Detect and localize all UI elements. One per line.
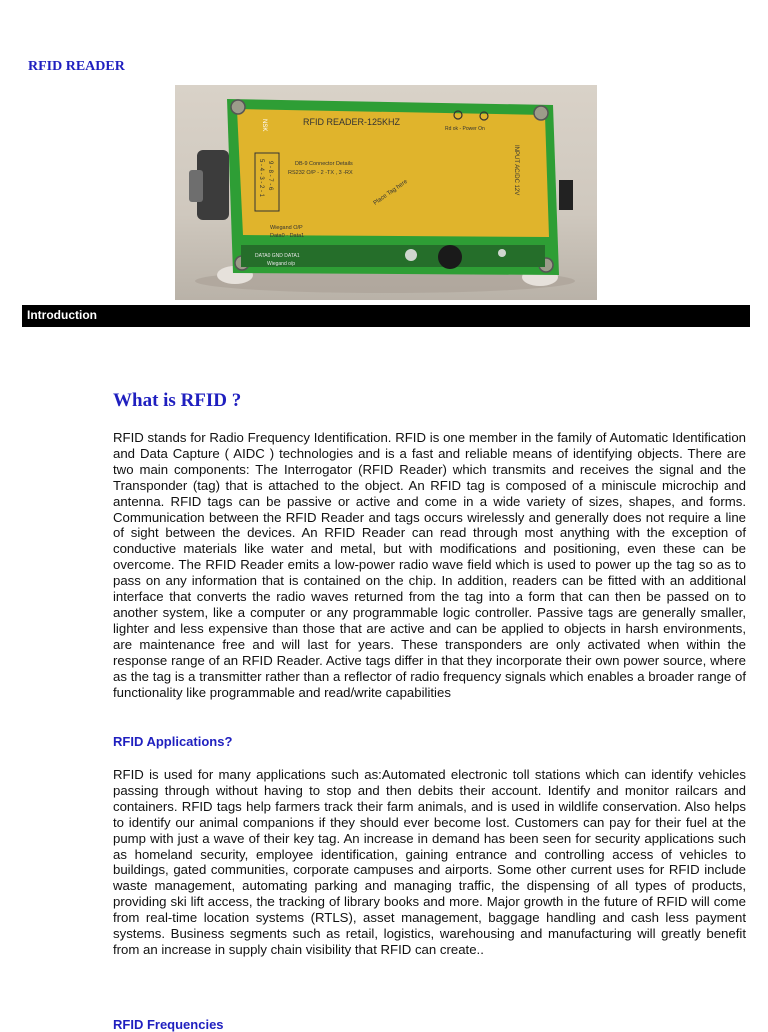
bottom-pin-label-1: DATA0 GND DATA1 [255, 253, 300, 259]
rfid-reader-illustration [175, 85, 597, 300]
db9-pins-top: 5 - 4 - 3 - 2 - 1 [258, 159, 264, 198]
board-logo: NSK [261, 119, 267, 132]
db9-detail-line-2: RS232 O/P - 2 -TX , 3 -RX [288, 170, 353, 176]
wiegand-label-1: Wiegand O/P [270, 225, 303, 231]
section-bar-introduction [22, 305, 750, 327]
board-title-label: RFID READER-125KHZ [303, 117, 401, 127]
frequencies-heading: RFID Frequencies [113, 1017, 224, 1032]
db9-detail-line-1: DB-9 Connector Details [295, 161, 353, 167]
rfid-reader-photo [175, 85, 597, 300]
applications-heading: RFID Applications? [113, 734, 233, 749]
main-heading: What is RFID ? [113, 390, 242, 411]
input-power-label: INPUT AC/DC 12V [513, 145, 519, 196]
wiegand-label-2: Data0 - Data1 [270, 233, 305, 239]
led-label: Rd ok - Power On [445, 126, 485, 132]
applications-paragraph: RFID is used for many applications such as:Automated electronic toll stations which can identify vehicles passing through without having to stop and then debits their account. Identify and monitor railcars and containers. RFID tags help farmers track their farm animals, and is used in wildlife conservation. Also helps to identify our animal companions if they should ever become lost. Customers can pay for their fuel at the pump with just a wave of their key tag. An increase in demand has been seen for security applications such as homeland security, employee identification, gaining entrance and controlling access of vehicles to buildings, gated communities, corporate campuses and airports. Some other current uses for RFID include waste management, automating parking and managing traffic, the dispensing of all types of products, providing ski lift access, the tracking of library books and more. Major growth in the future of RFID will come from real-time location systems (RTLS), asset management, baggage handling and cash less payment systems. Business segments such as retail, logistics, warehousing and manufacturing will greatly benefit from an increase in supply chain visibility that RFID can create.. [113, 767, 746, 957]
page-title: RFID READER [28, 59, 125, 74]
section-bar-label: Introduction [27, 308, 97, 322]
db9-pins-bottom: 9 - 8 - 7 - 6 [267, 161, 273, 191]
intro-paragraph: RFID stands for Radio Frequency Identification. RFID is one member in the family of Automatic Identification and Data Capture ( AIDC ) technologies and is a fast and reliable means of identifying objects. There are two main components: The Interrogator (RFID Reader) which transmits and receives the signal and the Transponder (tag) that is attached to the object. An RFID tag is composed of a miniscule microchip and antenna. RFID tags can be passive or active and come in a wide variety of sizes, shapes, and forms. Communication between the RFID Reader and tags occurs wirelessly and generally does not require a line of sight between the devices. An RFID Reader can read through most anything with the exception of conductive materials like water and metal, but with modifications and positioning, even these can be overcome. The RFID Reader emits a low-power radio wave field which is used to power up the tag so as to pass on any information that is contained on the chip. In addition, readers can be fitted with an additional interface that converts the radio waves returned from the tag into a form that can then be passed on to another system, like a computer or any programmable logic controller. Passive tags are generally smaller, lighter and less expensive than those that are active and can be applied to objects in harsh environments, are maintenance free and will last for years. These transponders are only activated when within the response range of an RFID Reader. Active tags differ in that they incorporate their own power source, where as the tag is a transmitter rather than a reflector of radio frequency signals which enables a broader range of functionality like programmable and read/write capabilities [113, 430, 746, 700]
bottom-pin-label-2: Wiegand o/p [267, 261, 296, 267]
place-tag-label: Place Tag here [372, 178, 409, 207]
